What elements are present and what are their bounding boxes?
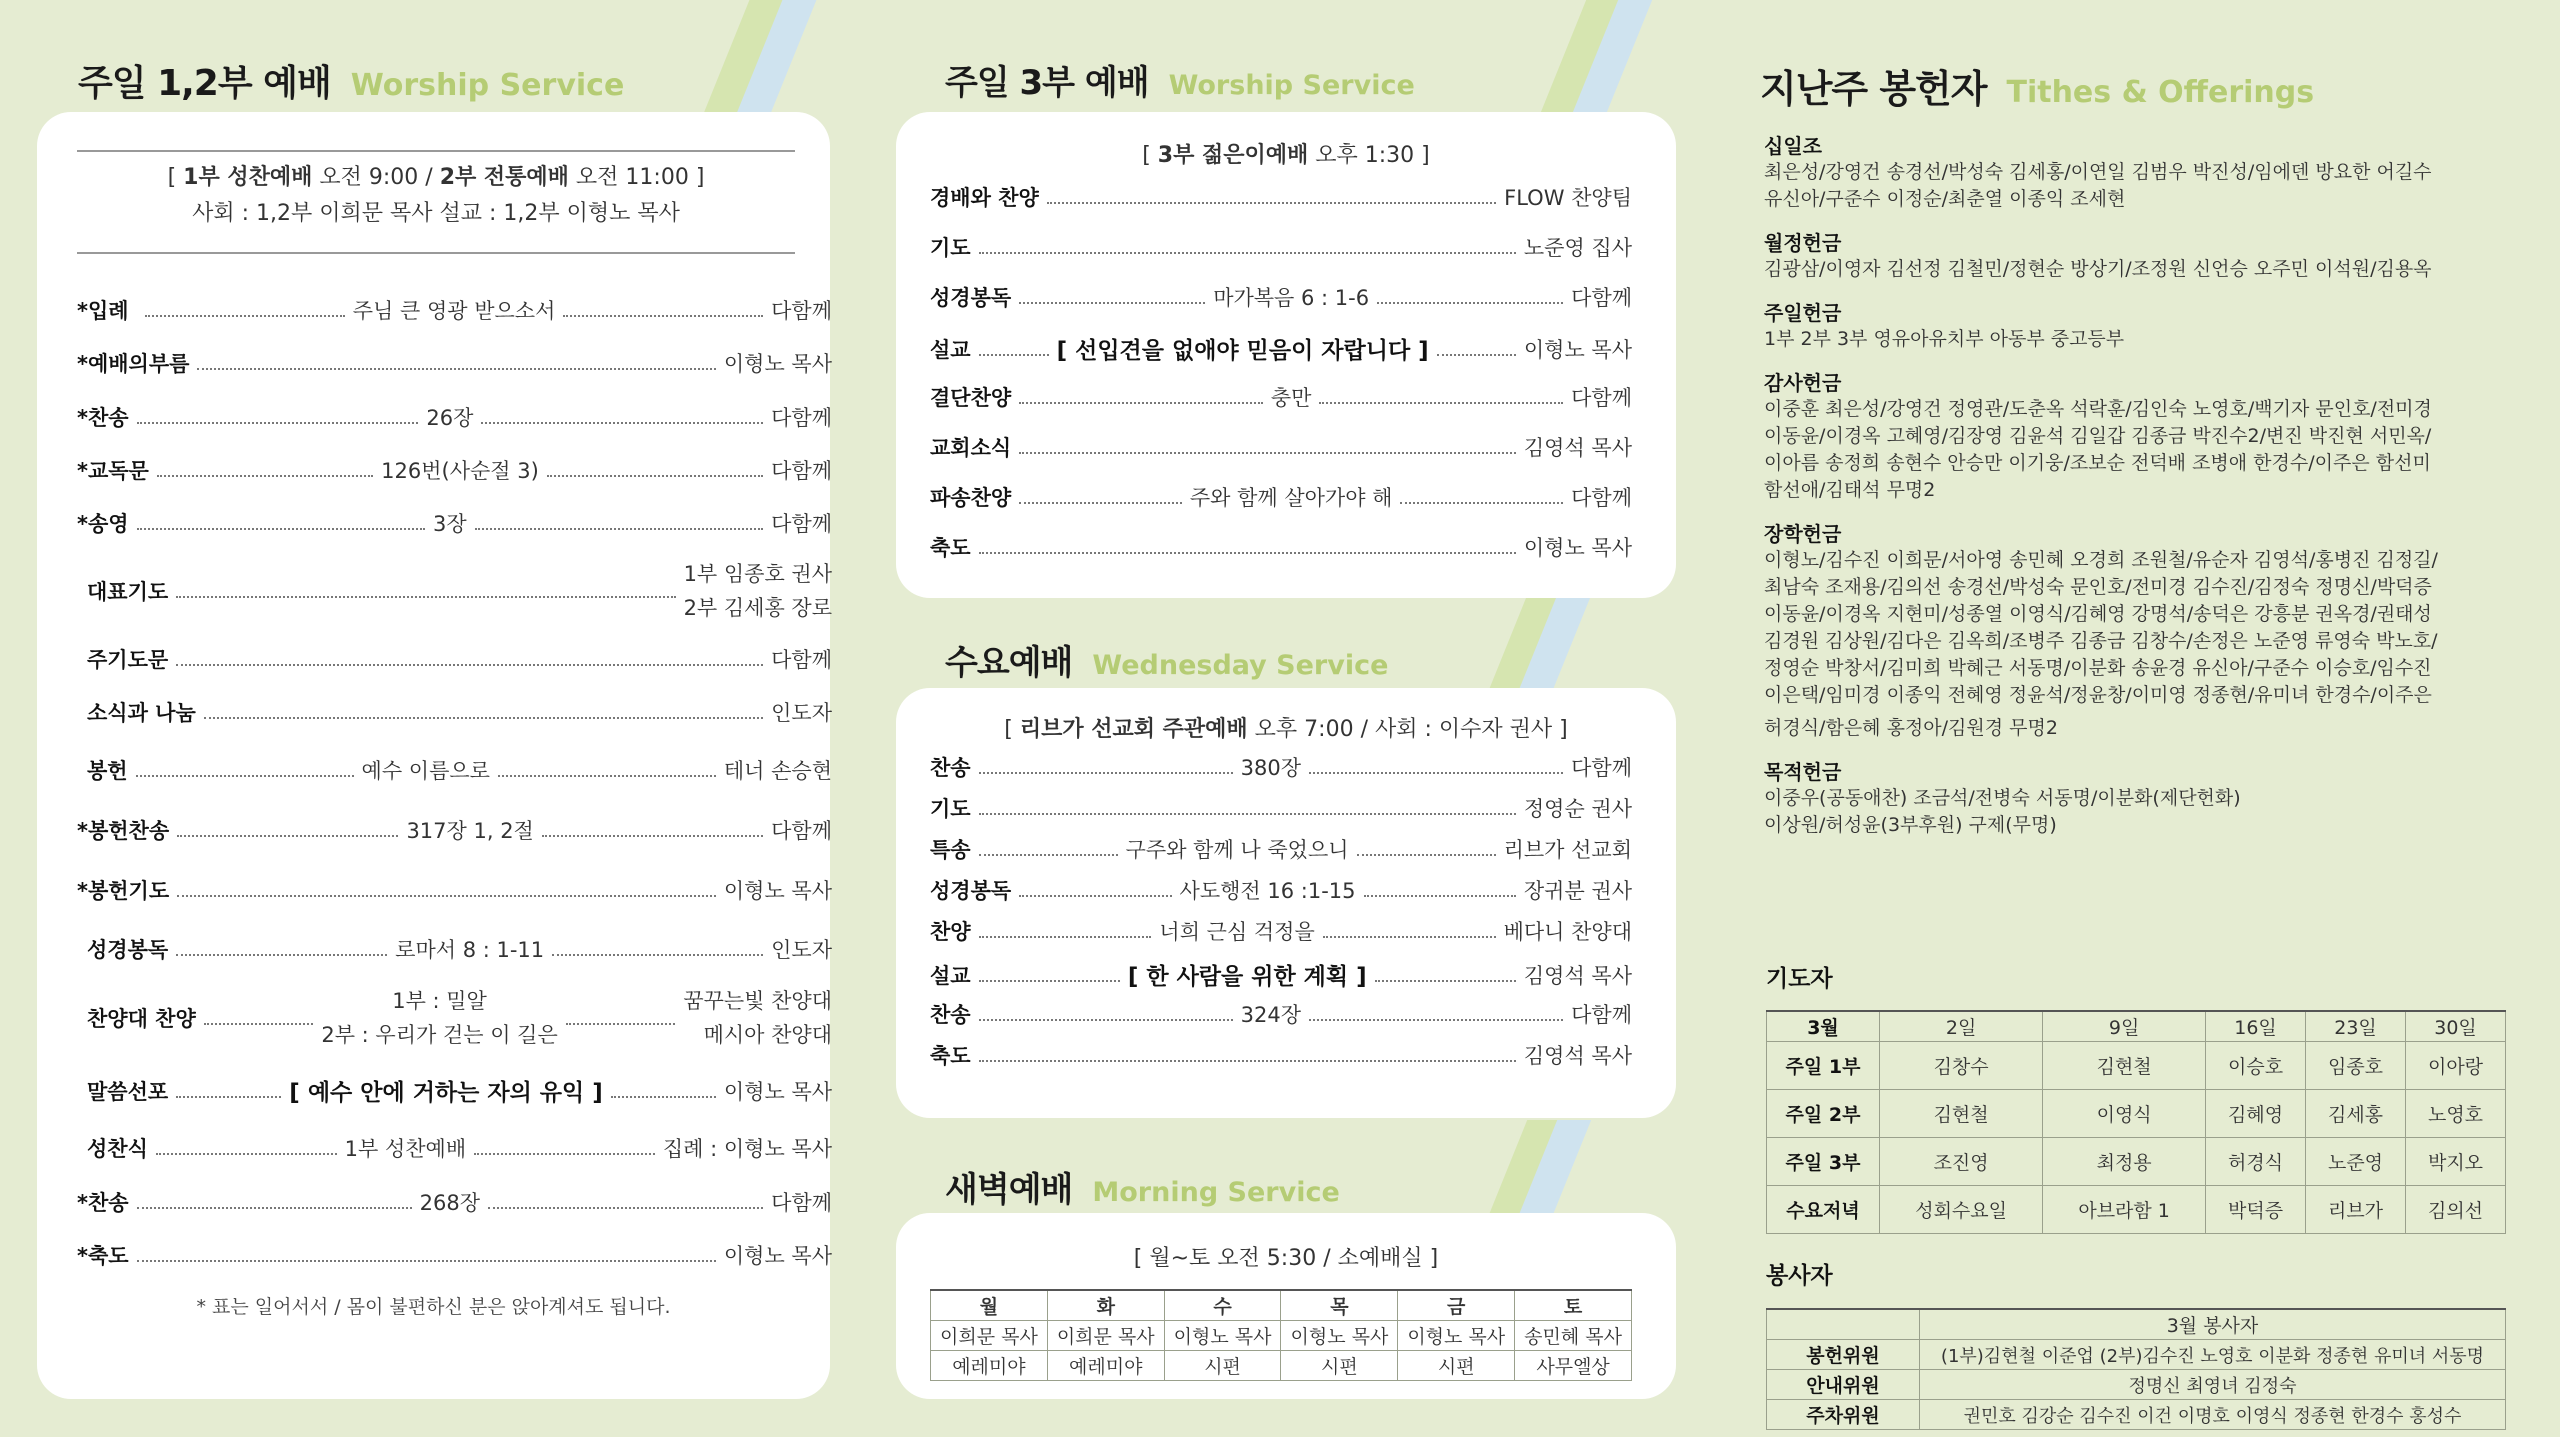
item-leader: 이형노 목사 xyxy=(1523,536,1632,560)
group-line: 최은성/강영건 송경선/박성숙 김세홍/이연일 김범우 박진성/임에덴 방요한 어길수 xyxy=(1764,161,2432,183)
day-cell: 월 xyxy=(931,1290,1048,1321)
item-leader: 다함께 xyxy=(1571,286,1633,310)
order-item xyxy=(930,1040,1632,1070)
worship12-header-line2: 사회 : 1,2부 이희문 목사 설교 : 1,2부 이형노 목사 xyxy=(192,201,680,226)
item-content: 1부 성찬예배 xyxy=(344,1137,467,1161)
group-line: 이아름 송정희 송현수 안승만 이기웅/조보순 전덕배 조병애 한경수/이주은 함선미 xyxy=(1764,452,2431,474)
item-label: 봉헌 xyxy=(87,759,128,783)
group-line: 이형노/김수진 이희문/서아영 송민혜 오경희 조원철/유순자 김영석/홍병진 김정길/ xyxy=(1764,549,2438,571)
item-leader: 다함께 xyxy=(1571,756,1632,780)
item-label: 말씀선포 xyxy=(87,1079,169,1104)
order-item xyxy=(77,295,832,325)
day-cell: 금 xyxy=(1398,1290,1515,1321)
book-cell: 시편 xyxy=(1398,1351,1515,1381)
prayer-cell: 김현철 xyxy=(2043,1042,2206,1090)
offerings-subtitle: Tithes & Offerings xyxy=(2006,75,2315,110)
group-heading: 장학헌금 xyxy=(1764,522,1842,546)
item-leader: 인도자 xyxy=(771,938,832,962)
date-cell: 2일 xyxy=(1880,1011,2043,1042)
volunteers-table xyxy=(1766,1308,2506,1430)
volunteers-title: 봉사자 xyxy=(1766,1263,1833,1289)
prayer-cell: 리브가 xyxy=(2306,1186,2406,1234)
item-content: 3장 xyxy=(433,512,467,536)
item-leader: 이형노 목사 xyxy=(723,879,832,903)
volunteer-row xyxy=(1767,1370,2506,1400)
item-content: 380장 xyxy=(1240,756,1302,780)
item-leader: 다함께 xyxy=(771,299,832,323)
group-line: 함선애/김태석 무명2 xyxy=(1764,479,1936,501)
morning-days-row xyxy=(931,1290,1632,1321)
item-label: 찬송 xyxy=(930,756,971,780)
order-item xyxy=(87,1074,832,1107)
leader-cell: 이형노 목사 xyxy=(1164,1321,1281,1351)
offerings-title: 지난주 봉헌자 xyxy=(1760,67,1987,111)
order-item xyxy=(77,402,832,432)
item-label: 대표기도 xyxy=(87,580,169,604)
date-cell: 9일 xyxy=(2043,1011,2206,1042)
order-item xyxy=(87,557,832,625)
order-item xyxy=(77,348,832,378)
leader-cell: 송민혜 목사 xyxy=(1515,1321,1632,1351)
names-cell: 정명신 최영녀 김정숙 xyxy=(1920,1370,2506,1400)
group-line: 유신아/구준수 이정순/최춘열 이종익 조세현 xyxy=(1764,188,2126,210)
prayer-cell: 박지오 xyxy=(2406,1138,2506,1186)
group-line: 이중우(공동애찬) 조금석/전병숙 서동명/이분화(제단헌화) xyxy=(1764,787,2241,809)
item-content: 2부 : 우리가 걷는 이 길은 xyxy=(321,1023,558,1047)
order-item xyxy=(930,432,1632,462)
item-label: *찬송 xyxy=(77,1191,129,1215)
item-label: 설교 xyxy=(930,337,971,362)
prayer-row xyxy=(1767,1186,2506,1234)
item-content: 26장 xyxy=(426,406,474,430)
item-leader: 이형노 목사 xyxy=(723,1079,833,1104)
book-cell: 예레미야 xyxy=(931,1351,1048,1381)
order-item xyxy=(930,532,1632,562)
morning-subtitle: Morning Service xyxy=(1092,1177,1340,1208)
item-content: 317장 1, 2절 xyxy=(406,819,534,843)
order-item xyxy=(77,815,832,845)
order-item xyxy=(930,752,1632,782)
role-cell: 안내위원 xyxy=(1767,1370,1920,1400)
order-item xyxy=(77,875,832,905)
item-leader: 다함께 xyxy=(771,512,833,536)
item-leader: 이형노 목사 xyxy=(1523,337,1632,362)
worship12-header-line1: [ 1부 성찬예배 오전 9:00 / 2부 전통예배 오전 11:00 ] xyxy=(167,165,705,190)
volunteers-header-row xyxy=(1767,1309,2506,1340)
worship12-title: 주일 1,2부 예배 xyxy=(78,63,331,104)
item-leader: 1부 임종호 권사 xyxy=(683,562,832,586)
morning-books-row xyxy=(931,1351,1632,1381)
item-label: *찬송 xyxy=(77,406,129,430)
item-label: 소식과 나눔 xyxy=(87,701,196,725)
leader-cell: 이희문 목사 xyxy=(1047,1321,1164,1351)
group-line: 이은택/임미경 이종익 전혜영 정윤석/정윤창/이미영 정종현/유미녀 한경수/이주은 xyxy=(1764,684,2432,706)
prayer-cell: 조진영 xyxy=(1880,1138,2043,1186)
order-item xyxy=(930,482,1632,512)
item-content: 주와 함께 살아가야 해 xyxy=(1189,486,1393,510)
morning-title: 새벽예배 xyxy=(945,1170,1073,1210)
prayer-cell: 노준영 xyxy=(2306,1138,2406,1186)
item-label: 기도 xyxy=(930,797,971,821)
item-leader: 김영석 목사 xyxy=(1523,436,1632,460)
date-cell: 16일 xyxy=(2206,1011,2306,1042)
order-item xyxy=(930,999,1632,1029)
item-leader: 집례 : 이형노 목사 xyxy=(662,1137,832,1161)
order-item xyxy=(77,1187,832,1217)
item-label: 주기도문 xyxy=(87,648,169,672)
item-label: 파송찬양 xyxy=(930,486,1012,510)
item-label: 찬양 xyxy=(930,920,971,944)
prayer-cell: 최정용 xyxy=(2043,1138,2206,1186)
date-cell: 30일 xyxy=(2406,1011,2506,1042)
group-line: 김경원 김상원/김다은 김옥희/조병주 김종금 김창수/손정은 노준영 류영숙 박노호/ xyxy=(1764,630,2438,652)
item-leader: 이형노 목사 xyxy=(723,1244,832,1268)
day-cell: 화 xyxy=(1047,1290,1164,1321)
item-label: 성경봉독 xyxy=(87,938,169,962)
prayer-cell: 이영식 xyxy=(2043,1090,2206,1138)
worship12-rule-top xyxy=(77,150,795,152)
prayer-row xyxy=(1767,1090,2506,1138)
item-leader: 노준영 집사 xyxy=(1523,236,1632,260)
names-cell: (1부)김현철 이준업 (2부)김수진 노영호 이분화 정종현 유미녀 서동명 xyxy=(1920,1340,2506,1370)
wednesday-subtitle: Wednesday Service xyxy=(1092,650,1389,681)
worship3-header: [ 3부 젊은이예배 오후 1:30 ] xyxy=(1142,143,1430,168)
sermon-title: [ 한 사람을 위한 계획 ] xyxy=(1127,964,1367,990)
worship12-heading xyxy=(78,55,624,106)
item-leader: 다함께 xyxy=(771,819,832,843)
group-line: 최남숙 조재용/김의선 송경선/박성숙 문인호/전미경 김수진/김정숙 정명신/박덕증 xyxy=(1764,576,2432,598)
item-label: 찬양대 찬양 xyxy=(87,1007,196,1031)
volunteers-header: 3월 봉사자 xyxy=(1920,1309,2506,1340)
sermon-title: [ 예수 안에 거하는 자의 유익 ] xyxy=(289,1080,603,1106)
item-content: 324장 xyxy=(1240,1003,1302,1027)
prayer-cell: 임종호 xyxy=(2306,1042,2406,1090)
item-content: 예수 이름으로 xyxy=(361,759,490,783)
offerings-list xyxy=(1764,130,2504,839)
date-cell: 23일 xyxy=(2306,1011,2406,1042)
item-leader: 인도자 xyxy=(771,701,832,725)
group-heading: 월정헌금 xyxy=(1764,231,1842,255)
item-label: *입례 xyxy=(77,299,129,323)
prayer-row xyxy=(1767,1138,2506,1186)
month-cell: 3월 xyxy=(1767,1011,1880,1042)
morning-heading xyxy=(945,1162,1340,1211)
order-item xyxy=(87,697,832,727)
volunteer-row xyxy=(1767,1400,2506,1430)
item-content: 구주와 함께 나 죽었으니 xyxy=(1125,838,1349,862)
group-line: 이동윤/이경옥 지현미/성종열 이영식/김혜영 강명석/송덕은 강흥분 권옥경/권태성 xyxy=(1764,603,2432,625)
prayer-cell: 허경식 xyxy=(2206,1138,2306,1186)
book-cell: 시편 xyxy=(1164,1351,1281,1381)
order-item xyxy=(87,934,832,964)
worship12-subtitle: Worship Service xyxy=(350,68,625,103)
group-line: 김광삼/이영자 김선정 김철민/정현순 방상기/조정원 신언승 오주민 이석원/김용옥 xyxy=(1764,258,2432,280)
item-label: *교독문 xyxy=(77,459,149,483)
order-item xyxy=(87,644,832,674)
item-label: 성경봉독 xyxy=(930,286,1012,310)
item-label: 설교 xyxy=(930,963,971,988)
book-cell: 사무엘상 xyxy=(1515,1351,1632,1381)
morning-card xyxy=(896,1213,1676,1399)
offering-group xyxy=(1764,227,2504,283)
offering-group xyxy=(1764,130,2504,213)
item-content: 마가복음 6 : 1-6 xyxy=(1213,286,1370,310)
worship3-title: 주일 3부 예배 xyxy=(945,63,1149,103)
leader-cell: 이형노 목사 xyxy=(1281,1321,1398,1351)
prayer-cell: 노영호 xyxy=(2406,1090,2506,1138)
item-label: *송영 xyxy=(77,512,129,536)
item-label: 경배와 찬양 xyxy=(930,186,1039,210)
offering-group xyxy=(1764,297,2504,353)
service-cell: 주일 3부 xyxy=(1767,1138,1880,1186)
item-leader: 다함께 xyxy=(1571,486,1632,510)
offering-group xyxy=(1764,756,2504,839)
item-leader: 다함께 xyxy=(771,648,832,672)
prayer-cell: 아브라함 1 xyxy=(2043,1186,2206,1234)
prayer-cell: 김세홍 xyxy=(2306,1090,2406,1138)
names-cell: 권민호 김강순 김수진 이건 이명호 이영식 정종현 한경수 홍성수 xyxy=(1920,1400,2506,1430)
day-cell: 목 xyxy=(1281,1290,1398,1321)
order-item xyxy=(930,232,1632,262)
morning-leaders-row xyxy=(931,1321,1632,1351)
sermon-title: [ 선입견을 없애야 믿음이 자랍니다 ] xyxy=(1056,338,1429,364)
worship12-rule-bottom xyxy=(77,252,795,254)
item-content: 충만 xyxy=(1270,386,1312,410)
service-cell: 수요저녁 xyxy=(1767,1186,1880,1234)
item-content: 126번(사순절 3) xyxy=(381,459,539,483)
item-label: *축도 xyxy=(77,1244,129,1268)
item-label: 성경봉독 xyxy=(930,879,1012,903)
leader-cell: 이형노 목사 xyxy=(1398,1321,1515,1351)
prayer-title: 기도자 xyxy=(1766,966,1833,992)
book-cell: 예레미야 xyxy=(1047,1351,1164,1381)
group-line: 정영순 박창서/김미희 박혜근 서동명/이분화 송윤경 유신아/구준수 이승호/임수진 xyxy=(1764,657,2432,679)
item-label: 성찬식 xyxy=(87,1137,148,1161)
item-content: 너희 근심 걱정을 xyxy=(1159,920,1315,944)
order-item xyxy=(77,455,832,485)
morning-header: [ 월~토 오전 5:30 / 소예배실 ] xyxy=(1133,1246,1439,1271)
day-cell: 수 xyxy=(1164,1290,1281,1321)
wednesday-heading xyxy=(945,635,1388,684)
prayer-cell: 김현철 xyxy=(1880,1090,2043,1138)
offerings-heading xyxy=(1760,58,2314,113)
item-leader: 다함께 xyxy=(1571,1003,1632,1027)
service-cell: 주일 1부 xyxy=(1767,1042,1880,1090)
item-label: 축도 xyxy=(930,536,971,560)
item-label: 기도 xyxy=(930,236,971,260)
prayer-row xyxy=(1767,1042,2506,1090)
item-label: 교회소식 xyxy=(930,436,1012,460)
day-cell: 토 xyxy=(1515,1290,1632,1321)
volunteer-row xyxy=(1767,1340,2506,1370)
item-leader: 다함께 xyxy=(771,459,833,483)
prayer-cell: 이승호 xyxy=(2206,1042,2306,1090)
item-leader: 리브가 선교회 xyxy=(1503,838,1632,862)
wednesday-card xyxy=(896,688,1676,1118)
item-label: 축도 xyxy=(930,1044,971,1068)
worship3-card xyxy=(896,112,1676,598)
prayer-cell: 김의선 xyxy=(2406,1186,2506,1234)
item-label: 특송 xyxy=(930,838,971,862)
item-label: 찬송 xyxy=(930,1003,971,1027)
item-leader: 정영순 권사 xyxy=(1523,797,1632,821)
item-content: 사도행전 16 :1-15 xyxy=(1179,879,1356,903)
group-heading: 감사헌금 xyxy=(1764,371,1842,395)
item-leader: 김영석 목사 xyxy=(1523,963,1632,988)
order-item xyxy=(77,508,832,538)
item-leader: 메시아 찬양대 xyxy=(703,1023,833,1047)
prayer-cell: 박덕증 xyxy=(2206,1186,2306,1234)
item-leader: 김영석 목사 xyxy=(1523,1044,1632,1068)
order-item xyxy=(930,382,1632,412)
wednesday-title: 수요예배 xyxy=(945,643,1073,683)
item-content: 1부 : 밀알 xyxy=(392,989,487,1013)
order-item xyxy=(930,182,1632,212)
item-content: 268장 xyxy=(419,1191,481,1215)
worship12-card xyxy=(37,112,833,1399)
item-leader: 베다니 찬양대 xyxy=(1503,920,1632,944)
order-item xyxy=(87,755,832,785)
offering-group xyxy=(1764,518,2504,742)
order-item xyxy=(930,916,1632,946)
item-label: *예배의부름 xyxy=(77,352,190,376)
prayer-cell: 김혜영 xyxy=(2206,1090,2306,1138)
item-label: *봉헌기도 xyxy=(77,879,170,903)
item-label: *봉헌찬송 xyxy=(77,819,170,843)
group-line: 허경식/함은혜 홍정아/김원경 무명2 xyxy=(1764,717,2058,739)
group-line: 이중훈 최은성/강영건 정영관/도춘옥 석락훈/김인숙 노영호/백기자 문인호/전미경 xyxy=(1764,398,2432,420)
order-item xyxy=(87,1133,832,1163)
group-line: 이동윤/이경옥 고혜영/김장영 김윤석 김일갑 김종금 박진수2/변진 박진현 서민옥/ xyxy=(1764,425,2432,447)
item-leader: 다함께 xyxy=(771,406,832,430)
item-label: 결단찬양 xyxy=(930,386,1012,410)
group-heading: 목적헌금 xyxy=(1764,760,1842,784)
role-cell: 주차위원 xyxy=(1767,1400,1920,1430)
item-leader: 다함께 xyxy=(1571,386,1632,410)
book-cell: 시편 xyxy=(1281,1351,1398,1381)
item-leader: 2부 김세홍 장로 xyxy=(683,596,832,620)
item-leader: 테너 손승현 xyxy=(723,759,832,783)
morning-table xyxy=(930,1289,1632,1381)
item-leader: 이형노 목사 xyxy=(723,352,832,376)
leader-cell: 이희문 목사 xyxy=(931,1321,1048,1351)
prayer-cell: 김창수 xyxy=(1880,1042,2043,1090)
worship3-subtitle: Worship Service xyxy=(1168,70,1415,101)
item-leader: 장귀분 권사 xyxy=(1523,879,1632,903)
order-item xyxy=(930,793,1632,823)
order-item xyxy=(930,332,1632,365)
order-item xyxy=(930,875,1632,905)
order-item xyxy=(930,282,1632,312)
order-item xyxy=(87,984,832,1052)
role-cell: 봉헌위원 xyxy=(1767,1340,1920,1370)
wednesday-header: [ 리브가 선교회 주관예배 오후 7:00 / 사회 : 이수자 권사 ] xyxy=(1004,717,1568,742)
order-item xyxy=(930,834,1632,864)
prayer-cell: 성회수요일 xyxy=(1880,1186,2043,1234)
item-leader: 다함께 xyxy=(771,1191,833,1215)
footnote: * 표는 일어서서 / 몸이 불편하신 분은 앉아계셔도 됩니다. xyxy=(196,1296,671,1318)
item-leader: FLOW 찬양팀 xyxy=(1504,186,1632,210)
order-item xyxy=(930,958,1632,991)
order-item xyxy=(77,1240,832,1270)
prayer-table xyxy=(1766,1010,2506,1234)
group-heading: 주일헌금 xyxy=(1764,301,1842,325)
group-heading: 십일조 xyxy=(1764,134,1822,158)
offering-group xyxy=(1764,367,2504,504)
item-leader: 꿈꾸는빛 찬양대 xyxy=(683,989,833,1013)
item-content: 로마서 8 : 1-11 xyxy=(395,938,545,962)
prayer-header-row xyxy=(1767,1011,2506,1042)
item-content: 주님 큰 영광 받으소서 xyxy=(352,299,556,323)
group-line: 1부 2부 3부 영유아유치부 아동부 중고등부 xyxy=(1764,328,2125,350)
worship3-heading xyxy=(945,55,1415,104)
prayer-cell: 이아랑 xyxy=(2406,1042,2506,1090)
service-cell: 주일 2부 xyxy=(1767,1090,1880,1138)
group-line: 이상원/허성윤(3부후원) 구제(무명) xyxy=(1764,814,2057,836)
